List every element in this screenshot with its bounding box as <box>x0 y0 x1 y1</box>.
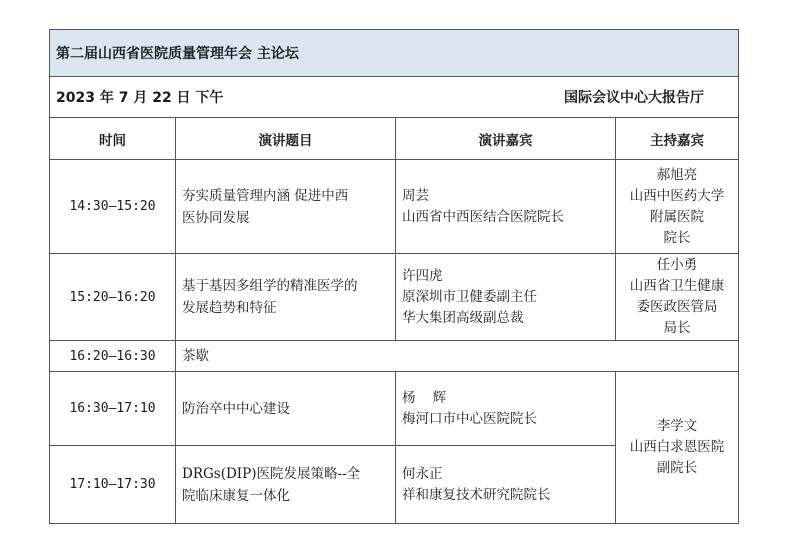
topic-cell: 防治卒中中心建设 <box>176 372 396 446</box>
time-cell: 14:30—15:20 <box>50 160 176 254</box>
topic-cell: DRGs(DIP)医院发展策略--全 院临床康复一体化 <box>176 446 396 524</box>
topic-cell: 夯实质量管理内涵 促进中西 医协同发展 <box>176 160 396 254</box>
header-topic: 演讲题目 <box>176 118 396 160</box>
time-cell: 15:20—16:20 <box>50 254 176 341</box>
host-cell: 郝旭亮 山西中医药大学 附属医院 院长 <box>616 160 739 254</box>
table-row <box>50 160 739 254</box>
header-host: 主持嘉宾 <box>616 118 739 160</box>
speaker-cell: 何永正 祥和康复技术研究院院长 <box>396 446 616 524</box>
title-row <box>50 30 739 77</box>
shared-host-cell: 李学文 山西白求恩医院 副院长 <box>616 372 739 524</box>
host-cell: 任小勇 山西省卫生健康 委医政医管局 局长 <box>616 254 739 341</box>
time-cell: 16:30—17:10 <box>50 372 176 446</box>
column-header-row <box>50 118 739 160</box>
header-time: 时间 <box>50 118 176 160</box>
time-cell: 17:10—17:30 <box>50 446 176 524</box>
table-row <box>50 254 739 341</box>
time-cell: 16:20—16:30 <box>50 341 176 372</box>
table-row <box>50 341 739 372</box>
forum-title: 第二届山西省医院质量管理年会 主论坛 <box>50 30 739 77</box>
venue: 国际会议中心大报告厅 <box>564 90 704 106</box>
header-speaker: 演讲嘉宾 <box>396 118 616 160</box>
schedule-table <box>49 29 739 524</box>
topic-cell: 基于基因多组学的精准医学的 发展趋势和特征 <box>176 254 396 341</box>
speaker-cell: 周芸 山西省中西医结合医院院长 <box>396 160 616 254</box>
schedule-sheet <box>49 29 738 524</box>
table-row <box>50 372 739 446</box>
speaker-cell: 杨 辉 梅河口市中心医院院长 <box>396 372 616 446</box>
session-date: 2023 年 7 月 22 日 下午 <box>56 90 224 106</box>
speaker-cell: 许四虎 原深圳市卫健委副主任 华大集团高级副总裁 <box>396 254 616 341</box>
break-cell: 茶歇 <box>176 341 739 372</box>
date-row <box>50 77 739 118</box>
